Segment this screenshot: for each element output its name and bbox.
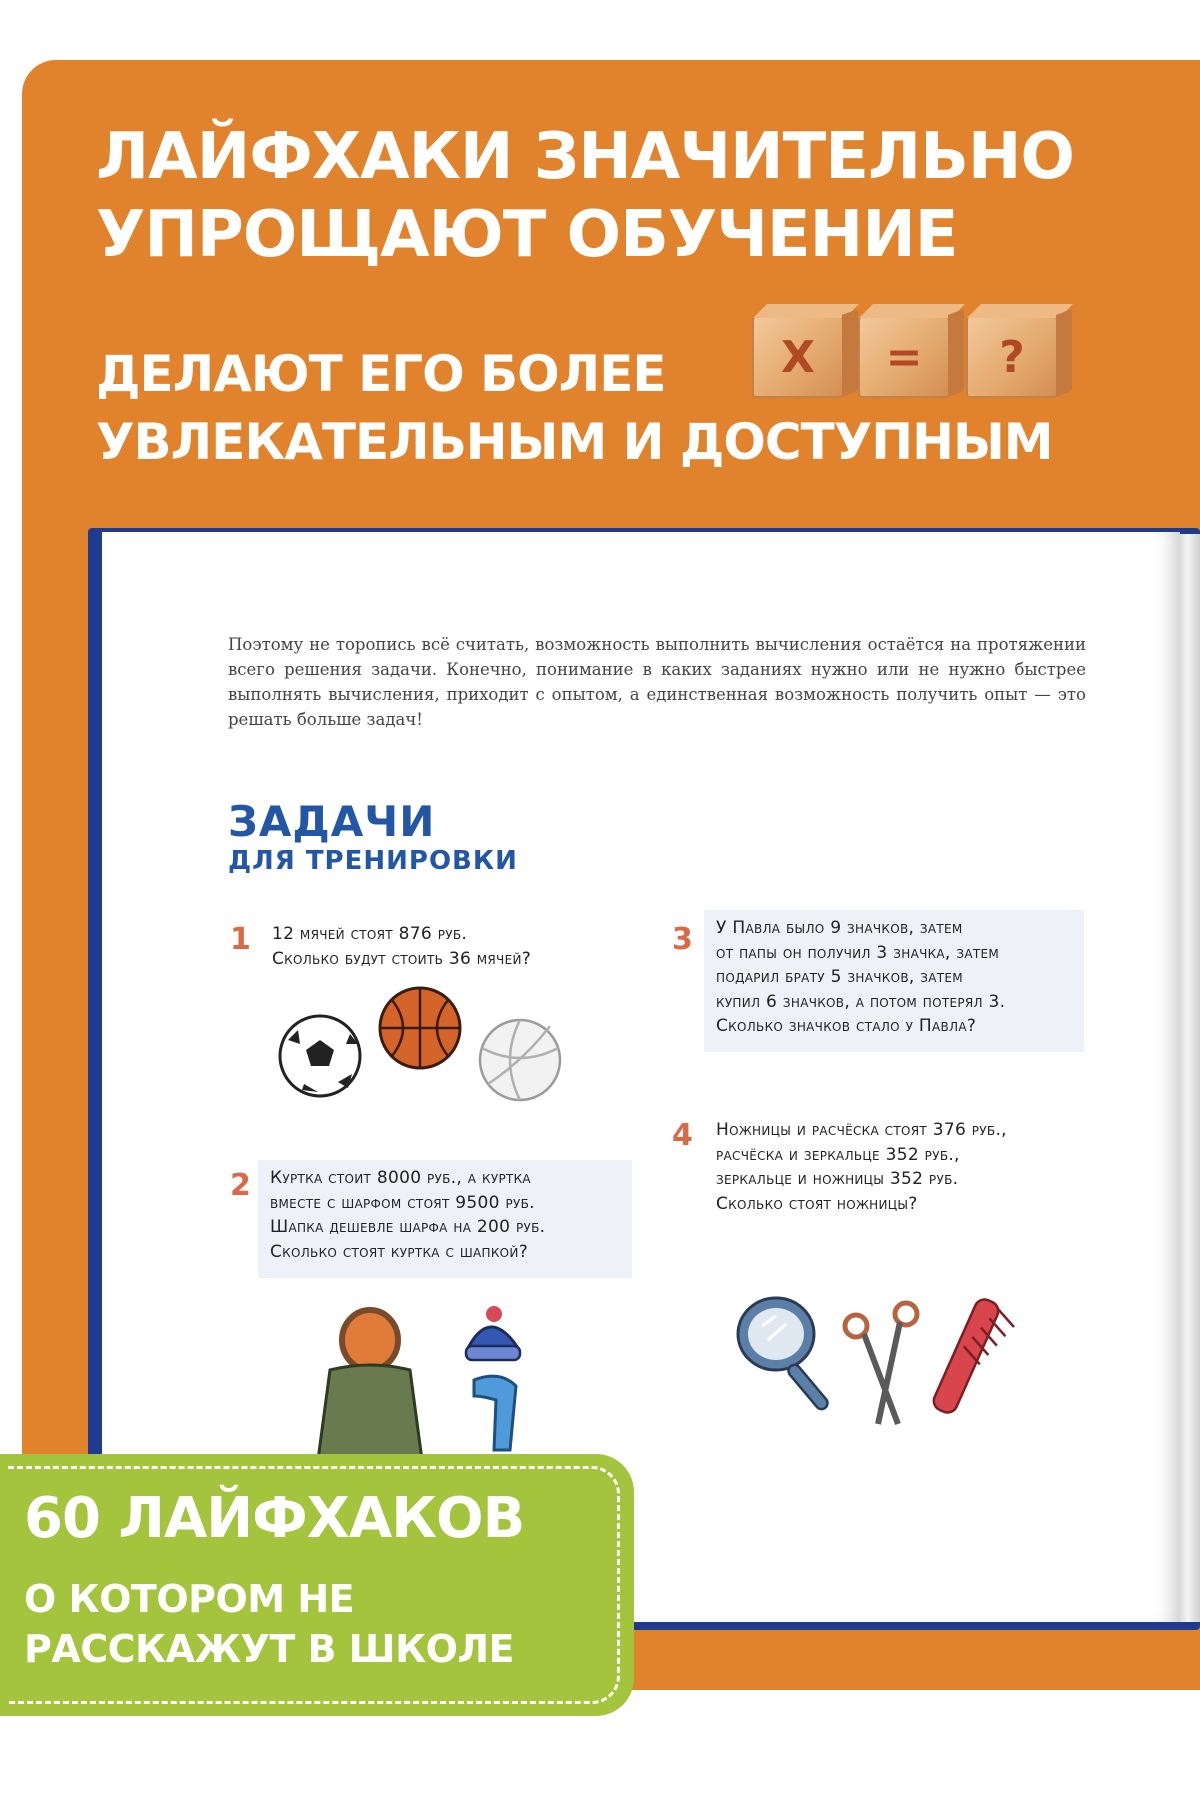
cube-equals: =	[858, 316, 950, 398]
headline-line-1: ЛАЙФХАКИ ЗНАЧИТЕЛЬНО	[96, 120, 1074, 194]
volleyball-icon	[480, 1020, 560, 1100]
task-line: подарил брату 5 значков, затем	[716, 967, 963, 987]
book-page-edge	[1180, 534, 1200, 1622]
task-line: Сколько стоят куртка с шапкой?	[270, 1241, 529, 1262]
scissors-icon	[845, 1303, 917, 1424]
promo-badge-line: О КОТОРОМ НЕ	[24, 1577, 355, 1621]
section-title: ЗАДАЧИ	[228, 797, 436, 846]
cube-x: X	[752, 316, 844, 398]
soccer-ball-icon	[280, 1016, 360, 1096]
promo-badge-title: 60 ЛАЙФХАКОВ	[24, 1486, 525, 1551]
tools-illustration	[728, 1290, 1028, 1440]
scarf-icon	[474, 1376, 516, 1450]
basketball-icon	[380, 988, 460, 1068]
task-line: от папы он получил 3 значка, затем	[716, 942, 1000, 963]
headline	[96, 118, 1074, 274]
balls-illustration	[274, 978, 574, 1108]
task-line: Сколько стоят ножницы?	[716, 1193, 918, 1214]
comb-icon	[931, 1296, 1018, 1415]
task-3-text	[704, 910, 1084, 1052]
task-line: вместе с шарфом стоят 9500 руб.	[270, 1192, 535, 1213]
task-4-text	[716, 1118, 1096, 1216]
task-line: зеркальце и ножницы 352 руб.	[716, 1169, 959, 1189]
hand-mirror-icon	[738, 1298, 830, 1412]
task-line: купил 6 значков, а потом потерял 3.	[716, 991, 1006, 1012]
task-line: Куртка стоит 8000 руб., а куртка	[270, 1168, 531, 1188]
task-3-number: 3	[672, 922, 693, 957]
winter-jacket-icon	[318, 1310, 422, 1460]
task-line: расчёска и зеркальце 352 руб.,	[716, 1144, 960, 1165]
cube-question: ?	[966, 316, 1058, 398]
task-2-text	[258, 1160, 632, 1278]
task-1-number: 1	[230, 922, 251, 957]
task-line: Шапка дешевле шарфа на 200 руб.	[270, 1217, 546, 1237]
subheadline-line-1: ДЕЛАЮТ ЕГО БОЛЕЕ	[96, 345, 666, 403]
promo-badge-line: РАССКАЖУТ В ШКОЛЕ	[24, 1627, 514, 1671]
task-4-number: 4	[672, 1118, 693, 1153]
promo-badge-subtitle	[24, 1574, 514, 1674]
task-line: Ножницы и расчёска стоят 376 руб.,	[716, 1120, 1007, 1140]
intro-paragraph: Поэтому не торопись всё считать, возможность выполнить вычисления остаётся на протяжении всего решения задачи. Конечно, понимание в каких заданиях нужно или не нужно быстрее выполнять вычисления, приходит с опытом, а единственная возможность получить опыт — это решать больше задач!	[228, 635, 1086, 729]
task-2-number: 2	[230, 1168, 251, 1203]
clothes-illustration	[310, 1300, 560, 1460]
task-1-text	[272, 922, 612, 971]
task-line: Сколько значков стало у Павла?	[716, 1016, 977, 1036]
task-line: Сколько будут стоить 36 мячей?	[272, 948, 532, 969]
knit-hat-icon	[466, 1306, 520, 1360]
section-subtitle: ДЛЯ ТРЕНИРОВКИ	[228, 846, 518, 876]
subheadline-line-2: УВЛЕКАТЕЛЬНЫМ И ДОСТУПНЫМ	[96, 413, 1053, 471]
task-line: У Павла было 9 значков, затем	[716, 918, 963, 938]
headline-line-2: УПРОЩАЮТ ОБУЧЕНИЕ	[96, 198, 958, 272]
task-line: 12 мячей стоят 876 руб.	[272, 924, 468, 944]
